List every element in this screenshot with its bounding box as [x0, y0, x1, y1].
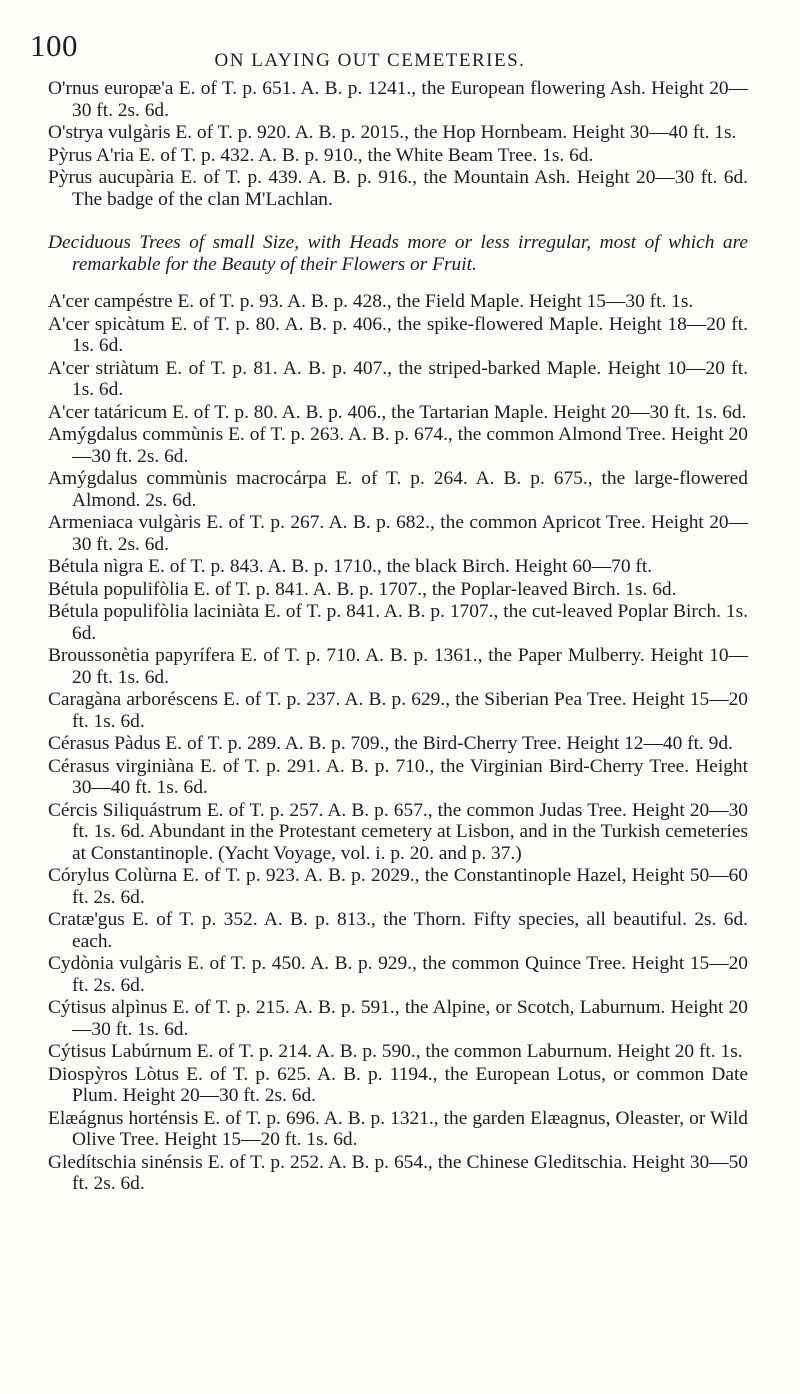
- list-item: Elæágnus horténsis E. of T. p. 696. A. B. p. 1321., the garden Elæagnus, Oleaster, or Wild Olive Tree. Height 15—20 ft. 1s. 6d.: [48, 1107, 748, 1150]
- list-item: Cércis Siliquástrum E. of T. p. 257. A. B. p. 657., the common Judas Tree. Height 20—30 ft. 1s. 6d. Abundant in the Protestant cemetery at Lisbon, and in the Turkish cemeteries at Constantinople. (Yacht Voyage, vol. i. p. 20. and p. 37.): [48, 799, 748, 864]
- list-item: A'cer tatáricum E. of T. p. 80. A. B. p. 406., the Tartarian Maple. Height 20—30 ft. 1s. 6d.: [48, 401, 747, 423]
- list-item: Broussonètia papyrífera E. of T. p. 710. A. B. p. 1361., the Paper Mulberry. Height 10—20 ft. 1s. 6d.: [48, 645, 748, 688]
- list-item: Gledítschia sinénsis E. of T. p. 252. A. B. p. 654., the Chinese Gleditschia. Height 30—50 ft. 2s. 6d.: [48, 1151, 748, 1194]
- entry-list-top: [48, 78, 748, 210]
- list-item: Cérasus virginiàna E. of T. p. 291. A. B. p. 710., the Virginian Bird-Cherry Tree. Height 30—40 ft. 1s. 6d.: [48, 755, 748, 798]
- list-item: O'strya vulgàris E. of T. p. 920. A. B. p. 2015., the Hop Hornbeam. Height 30—40 ft. 1s.: [48, 122, 737, 143]
- list-item: Cérasus Pàdus E. of T. p. 289. A. B. p. 709., the Bird-Cherry Tree. Height 12—40 ft. 9d.: [48, 733, 733, 754]
- entry-list: [48, 291, 748, 1195]
- page-number: 100: [30, 28, 78, 63]
- list-item: Pỳrus A'ria E. of T. p. 432. A. B. p. 910., the White Beam Tree. 1s. 6d.: [48, 144, 594, 166]
- list-item: Bétula populifòlia E. of T. p. 841. A. B. p. 1707., the Poplar-leaved Birch. 1s. 6d.: [48, 578, 677, 600]
- list-item: A'cer striàtum E. of T. p. 81. A. B. p. 407., the striped-barked Maple. Height 10—20 ft. 1s. 6d.: [48, 357, 748, 400]
- list-item: Bétula populifòlia laciniàta E. of T. p. 841. A. B. p. 1707., the cut-leaved Poplar Birch. 1s. 6d.: [48, 601, 748, 644]
- list-item: Bétula nìgra E. of T. p. 843. A. B. p. 1710., the black Birch. Height 60—70 ft.: [48, 556, 653, 577]
- list-item: Amýgdalus commùnis macrocárpa E. of T. p. 264. A. B. p. 675., the large-flowered Almond. 2s. 6d.: [48, 468, 748, 511]
- list-item: Amýgdalus commùnis E. of T. p. 263. A. B. p. 674., the common Almond Tree. Height 20—30 ft. 2s. 6d.: [48, 424, 748, 467]
- list-item: O'rnus europæ'a E. of T. p. 651. A. B. p. 1241., the European flowering Ash. Height 20—30 ft. 2s. 6d.: [48, 78, 748, 121]
- list-item: Pỳrus aucupària E. of T. p. 439. A. B. p. 916., the Mountain Ash. Height 20—30 ft. 6d. The badge of the clan M'Lachlan.: [48, 167, 748, 210]
- section-heading: Deciduous Trees of small Size, with Heads more or less irregular, most of which are remarkable for the Beauty of their Flowers or Fruit.: [48, 232, 748, 275]
- list-item: A'cer campéstre E. of T. p. 93. A. B. p. 428., the Field Maple. Height 15—30 ft. 1s.: [48, 291, 694, 312]
- list-item: Córylus Colùrna E. of T. p. 923. A. B. p. 2029., the Constantinople Hazel, Height 50—60 ft. 2s. 6d.: [48, 865, 748, 908]
- list-item: Cratæ'gus E. of T. p. 352. A. B. p. 813., the Thorn. Fifty species, all beautiful. 2s. 6d. each.: [48, 909, 748, 952]
- list-item: Diospỳros Lòtus E. of T. p. 625. A. B. p. 1194., the European Lotus, or common Date Plum. Height 20—30 ft. 2s. 6d.: [48, 1063, 748, 1106]
- list-item: Cýtisus alpìnus E. of T. p. 215. A. B. p. 591., the Alpine, or Scotch, Laburnum. Height 20—30 ft. 1s. 6d.: [48, 997, 748, 1040]
- list-item: Cýtisus Labúrnum E. of T. p. 214. A. B. p. 590., the common Laburnum. Height 20 ft. 1s.: [48, 1041, 743, 1062]
- running-title: ON LAYING OUT CEMETERIES.: [214, 50, 526, 71]
- page-header: [0, 28, 800, 71]
- list-item: A'cer spicàtum E. of T. p. 80. A. B. p. 406., the spike-flowered Maple. Height 18—20 ft. 1s. 6d.: [48, 313, 748, 356]
- list-item: Cydònia vulgàris E. of T. p. 450. A. B. p. 929., the common Quince Tree. Height 15—20 ft. 2s. 6d.: [48, 953, 748, 996]
- list-item: Caragàna arboréscens E. of T. p. 237. A. B. p. 629., the Siberian Pea Tree. Height 15—20 ft. 1s. 6d.: [48, 689, 748, 732]
- list-item: Armeniaca vulgàris E. of T. p. 267. A. B. p. 682., the common Apricot Tree. Height 20—30 ft. 2s. 6d.: [48, 512, 748, 555]
- page-body: [48, 78, 748, 1196]
